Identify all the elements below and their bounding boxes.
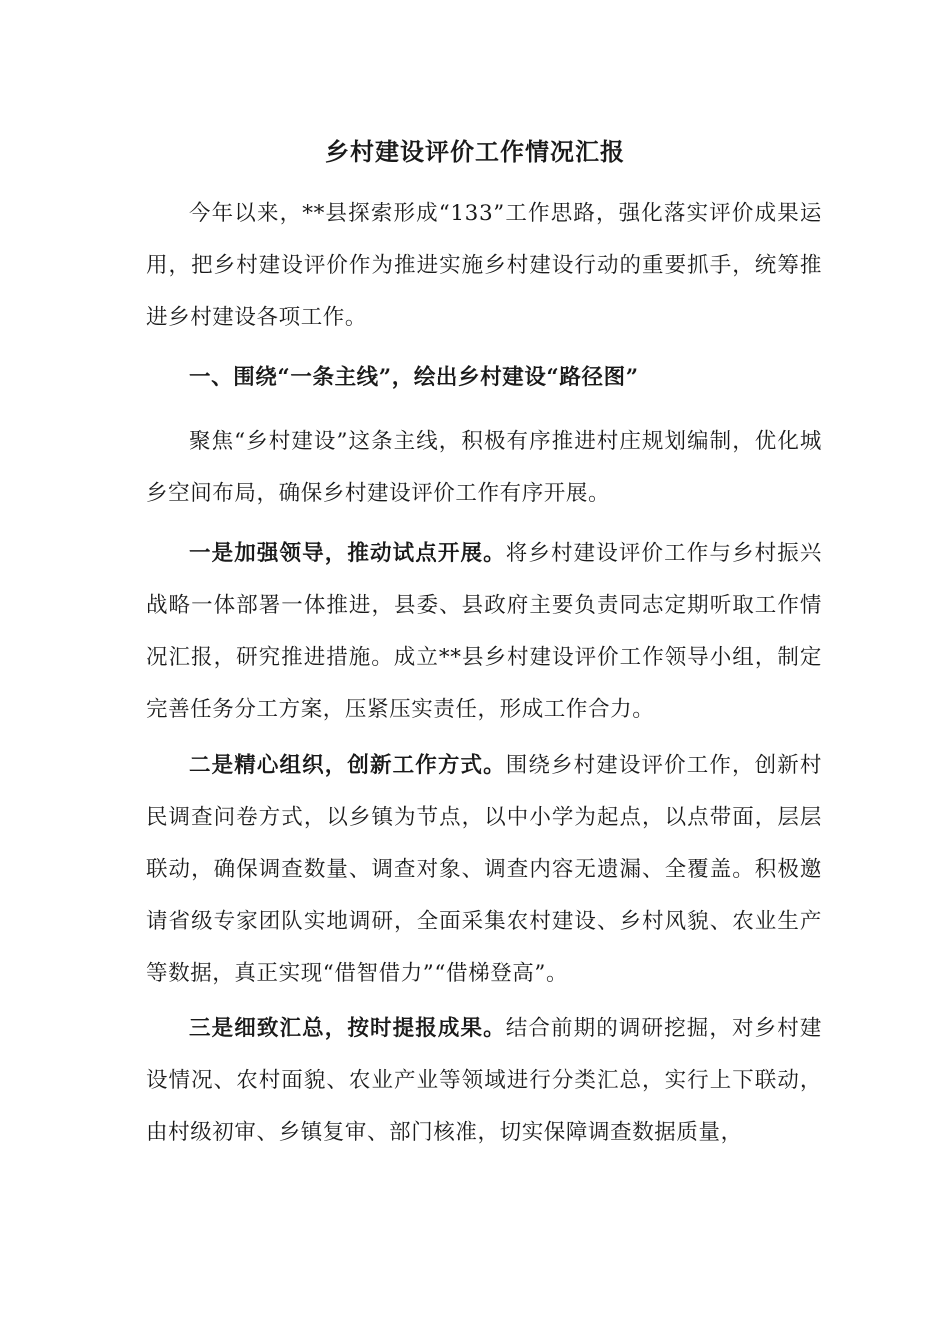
section-heading-1: 一、围绕“一条主线”，绘出乡村建设“路径图” [189,365,639,390]
item-body-3: 结合前期的调研挖掘，对乡村建设情况、农村面貌、农业产业等领域进行分类汇总，实行上下联动，由村级初审、乡镇复审、部门核准，切实保障调查数据质量， [146,1016,822,1145]
item-lead-2: 二是精心组织，创新工作方式。 [189,753,506,778]
item-lead-3: 三是细致汇总，按时提报成果。 [189,1016,506,1041]
item-body-2: 围绕乡村建设评价工作，创新村民调查问卷方式，以乡镇为节点，以中小学为起点，以点带面，层层联动，确保调查数量、调查对象、调查内容无遗漏、全覆盖。积极邀请省级专家团队实地调研，全面采集农村建设、乡村风貌、农业生产等数据，真正实现“借智借力”“借梯登高”。 [146,753,822,986]
item-paragraph-1 [146,528,822,736]
section-1-paragraph: 聚焦“乡村建设”这条主线，积极有序推进村庄规划编制，优化城乡空间布局，确保乡村建设评价工作有序开展。 [146,429,822,506]
item-lead-1: 一是加强领导，推动试点开展。 [189,541,506,566]
document-title: 乡村建设评价工作情况汇报 [325,137,625,166]
intro-paragraph: 今年以来，**县探索形成“133”工作思路，强化落实评价成果运用，把乡村建设评价作为推进实施乡村建设行动的重要抓手，统筹推进乡村建设各项工作。 [146,201,822,330]
item-body-1: 将乡村建设评价工作与乡村振兴战略一体部署一体推进，县委、县政府主要负责同志定期听取工作情况汇报，研究推进措施。成立**县乡村建设评价工作领导小组，制定完善任务分工方案，压紧压实责任，形成工作合力。 [146,541,822,722]
item-paragraph-3 [146,1003,822,1159]
item-paragraph-2 [146,740,822,1000]
